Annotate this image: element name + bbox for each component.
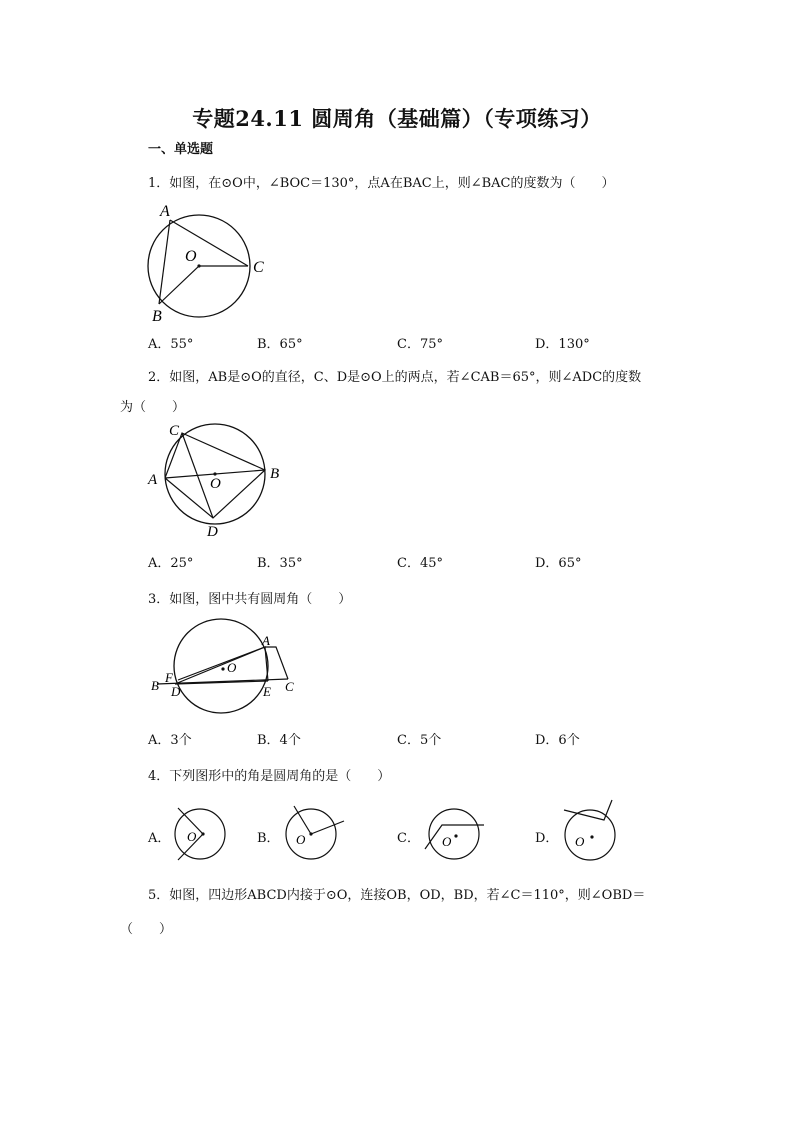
q2-label-d: D	[207, 524, 218, 540]
q1-label-o: O	[185, 248, 197, 265]
q3-chord-da	[175, 647, 265, 684]
question-1-figure	[140, 200, 280, 328]
q3-label-d: D	[171, 684, 181, 699]
question-5-stem: 5．如图，四边形ABCD内接于⊙O，连接OB，OD，BD，若∠C＝110°，则∠OBD＝	[148, 888, 646, 903]
q2-label-a: A	[148, 472, 158, 488]
question-1-stem: 1．如图，在⊙O中，∠BOC＝130°，点A在BAC上，则∠BAC的度数为（ ）	[148, 176, 615, 191]
q4-figure-d[interactable]	[556, 798, 626, 862]
question-2-figure	[140, 418, 290, 543]
question-3-stem: 3．如图，图中共有圆周角（ ）	[148, 592, 352, 607]
q2-label-o: O	[210, 476, 221, 492]
q3-option-d[interactable]: D．6个	[535, 733, 580, 748]
q3-center-dot	[221, 667, 224, 670]
q4-option-a[interactable]: A．	[148, 831, 171, 846]
q3-label-e: E	[263, 684, 271, 699]
q1-label-b: B	[152, 308, 162, 325]
q3-circle	[174, 619, 268, 713]
q3-option-a[interactable]: A．3个	[148, 733, 192, 748]
svg-text:O: O	[296, 832, 306, 847]
q4-figure-a[interactable]	[170, 803, 234, 863]
svg-text:O: O	[442, 834, 452, 849]
q2-option-d[interactable]: D．65°	[535, 556, 582, 571]
q1-option-c[interactable]: C．75°	[397, 337, 443, 352]
q2-option-b[interactable]: B．35°	[257, 556, 303, 571]
q4-option-d[interactable]: D．	[535, 831, 559, 846]
q3-label-f: F	[165, 670, 173, 685]
svg-text:O: O	[575, 834, 585, 849]
q2-label-c: C	[169, 423, 180, 439]
q1-label-c: C	[253, 259, 264, 276]
question-5-stem-cont: （ ）	[120, 922, 173, 937]
q4-option-b[interactable]: B．	[257, 831, 280, 846]
q1-center-dot	[197, 264, 200, 267]
q1-chord-ac	[170, 220, 248, 266]
q4-figure-b[interactable]	[280, 803, 350, 863]
q2-label-b: B	[270, 466, 280, 482]
question-4-stem: 4．下列图形中的角是圆周角的是（ ）	[148, 769, 391, 784]
q3-label-c: C	[285, 679, 294, 694]
q4-figure-c[interactable]	[422, 803, 488, 863]
section-heading: 一、单选题	[148, 142, 214, 157]
q1-option-b[interactable]: B．65°	[257, 337, 303, 352]
q1-option-d[interactable]: D．130°	[535, 337, 590, 352]
q3-option-b[interactable]: B．4个	[257, 733, 301, 748]
svg-text:O: O	[187, 829, 197, 844]
q3-label-a: A	[262, 633, 270, 648]
q4-option-c[interactable]: C．	[397, 831, 420, 846]
q1-radii	[159, 266, 248, 304]
question-2-stem: 2．如图，AB是⊙O的直径，C、D是⊙O上的两点，若∠CAB＝65°，则∠ADC的度数	[148, 370, 642, 385]
q3-label-o: O	[227, 660, 237, 675]
q1-label-a: A	[160, 203, 170, 220]
q2-option-a[interactable]: A．25°	[148, 556, 194, 571]
q2-option-c[interactable]: C．45°	[397, 556, 443, 571]
q3-label-b: B	[151, 678, 159, 693]
q3-option-c[interactable]: C．5个	[397, 733, 442, 748]
page-title: 专题24.11 圆周角（基础篇）（专项练习）	[192, 106, 602, 131]
q1-option-a[interactable]: A．55°	[148, 337, 194, 352]
question-3-figure	[145, 618, 305, 720]
question-2-stem-cont: 为（ ）	[120, 400, 186, 415]
